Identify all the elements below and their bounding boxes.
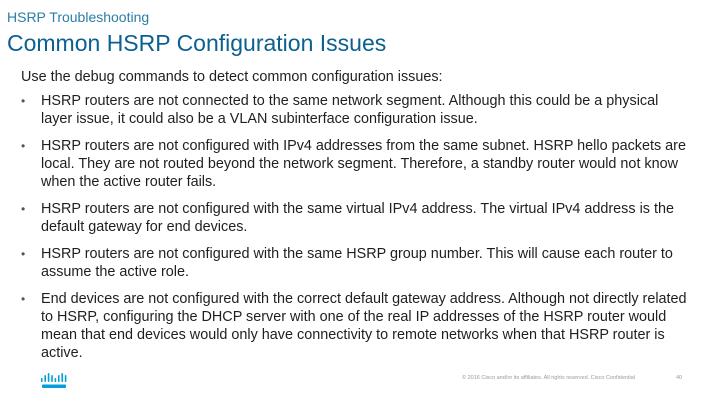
page-number: 40 [676, 375, 683, 381]
slide-section-title: HSRP Troubleshooting [7, 9, 150, 25]
list-item [21, 290, 691, 362]
list-item [21, 137, 691, 191]
list-item-text: HSRP routers are not configured with the same virtual IPv4 address. The virtual IPv4 address is the default gateway for end devices. [41, 201, 674, 235]
list-item-text: HSRP routers are not connected to the same network segment. Although this could be a physical layer issue, it could also be a VLAN subinterface configuration issue. [41, 93, 659, 127]
slide-title: Common HSRP Configuration Issues [7, 30, 387, 56]
slide-content [21, 68, 691, 371]
list-item-text: End devices are not configured with the correct default gateway address. Although not directly related to HSRP, configuring the DHCP server with one of the real IP addresses of the HSRP router would mean that end devices would only have connectivity to remote networks when that HSRP router is active. [41, 291, 687, 361]
intro-text: Use the debug commands to detect common configuration issues: [21, 69, 443, 85]
bullet-icon: • [21, 202, 26, 216]
list-item [21, 200, 691, 236]
list-item [21, 245, 691, 281]
bullet-icon: • [21, 247, 26, 261]
bullet-icon: • [21, 139, 26, 153]
list-item-text: HSRP routers are not configured with IPv4 addresses from the same subnet. HSRP hello packets are local. They are not routed beyond the network segment. Therefore, a standby router would not know when the active router fails. [41, 138, 686, 190]
footer-copyright: © 2016 Cisco and/or its affiliates. All rights reserved. Cisco Confidential [462, 375, 636, 381]
issue-list [21, 92, 691, 362]
list-item-text: HSRP routers are not configured with the same HSRP group number. This will cause each router to assume the active role. [41, 246, 673, 280]
bullet-icon: • [21, 94, 26, 108]
cisco-logo-icon [40, 372, 68, 390]
list-item [21, 92, 691, 128]
bullet-icon: • [21, 292, 26, 306]
